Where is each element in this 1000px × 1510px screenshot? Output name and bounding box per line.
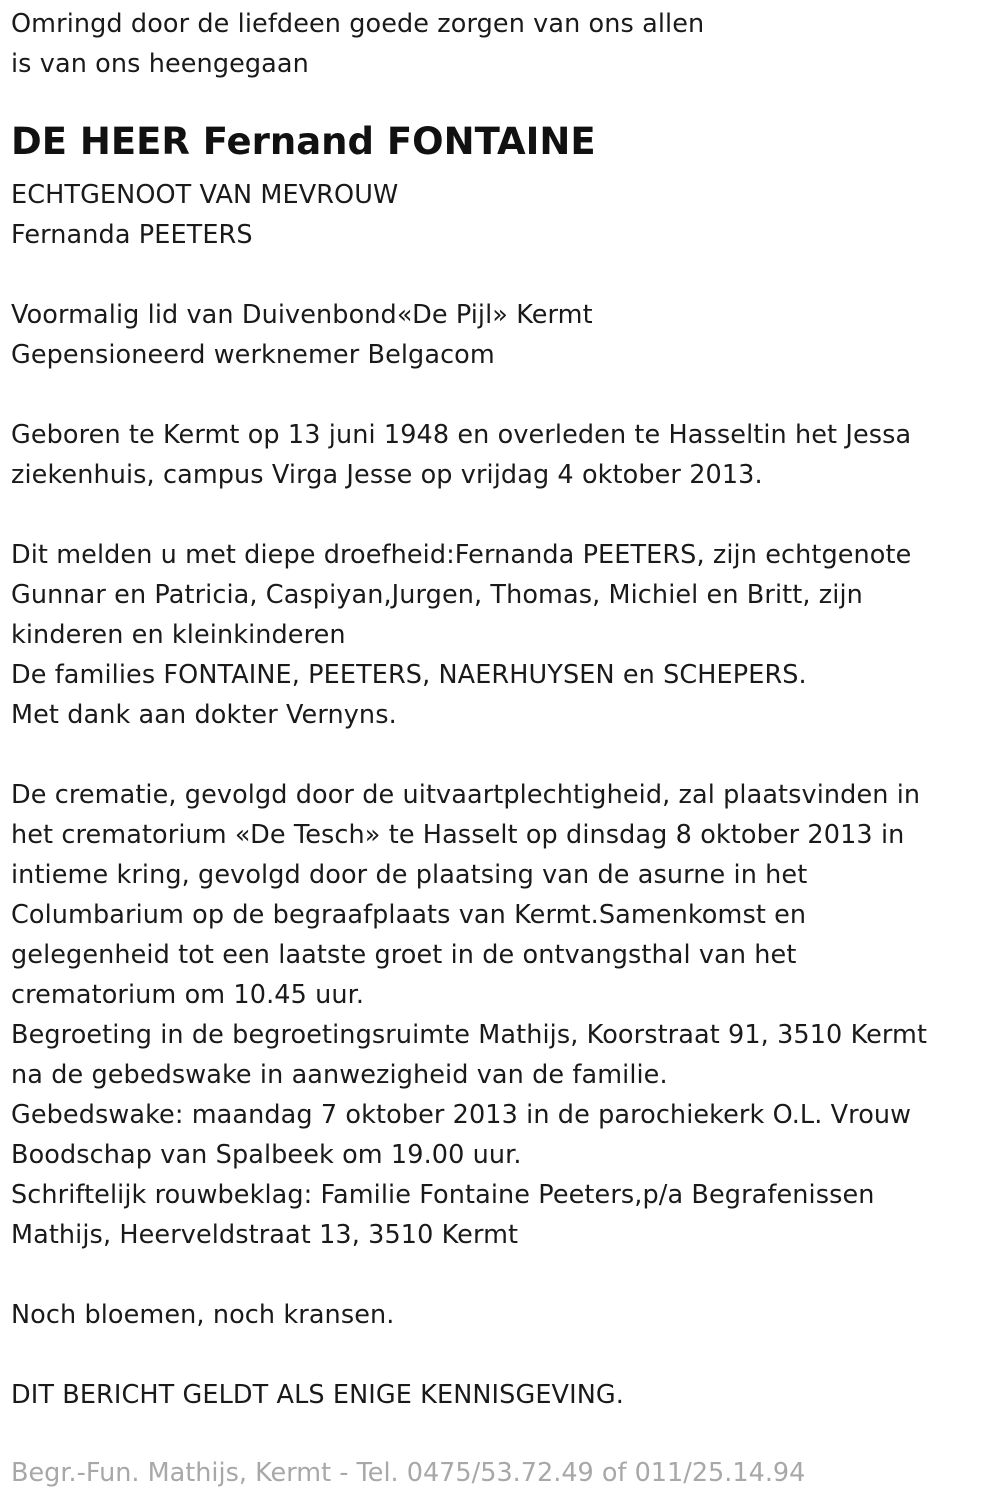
birth-death-line: Geboren te Kermt op 13 juni 1948 en overleden te Hasseltin het Jessa	[11, 420, 912, 450]
birth-death-line: ziekenhuis, campus Virga Jesse op vrijdag 4 oktober 2013.	[11, 460, 763, 490]
intro-line: is van ons heengegaan	[11, 49, 309, 79]
spouse-section	[11, 175, 991, 255]
spacer	[11, 375, 991, 415]
family-line: Gunnar en Patricia, Caspiyan,Jurgen, Thomas, Michiel en Britt, zijn	[11, 580, 863, 610]
ceremony-line: crematorium om 10.45 uur.	[11, 980, 365, 1010]
ceremony-line: na de gebedswake in aanwezigheid van de familie.	[11, 1060, 668, 1090]
ceremony-line: Begroeting in de begroetingsruimte Mathijs, Koorstraat 91, 3510 Kermt	[11, 1020, 928, 1050]
spacer	[11, 495, 991, 535]
ceremony-section	[11, 775, 991, 1255]
deceased-name: DE HEER Fernand FONTAINE	[11, 120, 596, 163]
ceremony-line: Schriftelijk rouwbeklag: Familie Fontaine Peeters,p/a Begrafenissen	[11, 1180, 875, 1210]
spacer	[11, 735, 991, 775]
spacer	[11, 255, 991, 295]
death-notice	[11, 4, 991, 1415]
intro-section	[11, 4, 991, 84]
birth-death-section	[11, 415, 991, 495]
occupation-section	[11, 295, 991, 375]
family-line: Dit melden u met diepe droefheid:Fernanda PEETERS, zijn echtgenote	[11, 540, 912, 570]
family-line: kinderen en kleinkinderen	[11, 620, 346, 650]
occupation-line: Voormalig lid van Duivenbond«De Pijl» Kermt	[11, 300, 593, 330]
ceremony-line: Columbarium op de begraafplaats van Kermt.Samenkomst en	[11, 900, 807, 930]
spouse-line: ECHTGENOOT VAN MEVROUW	[11, 180, 399, 210]
ceremony-line: gelegenheid tot een laatste groet in de ontvangsthal van het	[11, 940, 797, 970]
family-section	[11, 535, 991, 735]
ceremony-line: intieme kring, gevolgd door de plaatsing van de asurne in het	[11, 860, 808, 890]
no-flowers-line: Noch bloemen, noch kransen.	[11, 1300, 395, 1330]
spacer	[11, 1255, 991, 1295]
ceremony-line: het crematorium «De Tesch» te Hasselt op dinsdag 8 oktober 2013 in	[11, 820, 905, 850]
spouse-line: Fernanda PEETERS	[11, 220, 253, 250]
ceremony-line: Gebedswake: maandag 7 oktober 2013 in de parochiekerk O.L. Vrouw	[11, 1100, 912, 1130]
ceremony-line: Boodschap van Spalbeek om 19.00 uur.	[11, 1140, 522, 1170]
funeral-home-footer: Begr.-Fun. Mathijs, Kermt - Tel. 0475/53.72.49 of 011/25.14.94	[11, 1458, 806, 1488]
ceremony-line: De crematie, gevolgd door de uitvaartplechtigheid, zal plaatsvinden in	[11, 780, 921, 810]
occupation-line: Gepensioneerd werknemer Belgacom	[11, 340, 495, 370]
official-notice-line: DIT BERICHT GELDT ALS ENIGE KENNISGEVING.	[11, 1380, 624, 1410]
ceremony-line: Mathijs, Heerveldstraat 13, 3510 Kermt	[11, 1220, 519, 1250]
family-line: De families FONTAINE, PEETERS, NAERHUYSEN en SCHEPERS.	[11, 660, 807, 690]
spacer	[11, 1335, 991, 1375]
intro-line: Omringd door de liefdeen goede zorgen van ons allen	[11, 9, 705, 39]
family-line: Met dank aan dokter Vernyns.	[11, 700, 397, 730]
